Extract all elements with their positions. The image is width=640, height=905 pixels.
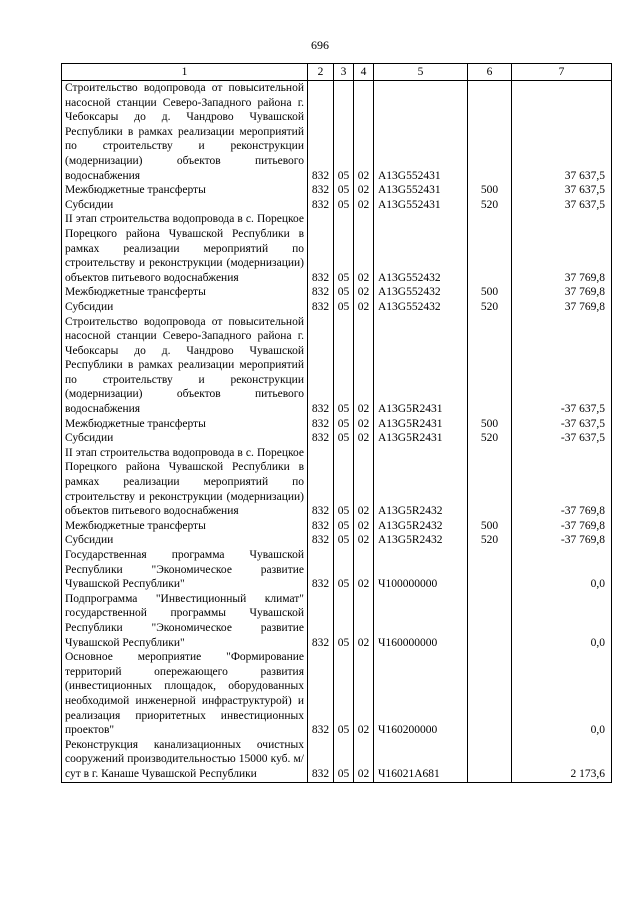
row-subsection: 02 xyxy=(354,650,374,738)
row-expense-type: 520 xyxy=(468,198,512,213)
table-row xyxy=(62,417,612,432)
row-expense-type xyxy=(468,446,512,519)
row-grbs: 832 xyxy=(308,446,334,519)
row-expense-type xyxy=(468,738,512,782)
row-section: 05 xyxy=(334,738,354,782)
row-section: 05 xyxy=(334,533,354,548)
table-row xyxy=(62,315,612,417)
row-subsection: 02 xyxy=(354,183,374,198)
row-target-article: Ч16021A681 xyxy=(374,738,468,782)
row-target-article: A13G5R2432 xyxy=(374,533,468,548)
table-row xyxy=(62,738,612,782)
row-expense-type xyxy=(468,81,512,184)
row-target-article: Ч160200000 xyxy=(374,650,468,738)
row-grbs: 832 xyxy=(308,183,334,198)
row-grbs: 832 xyxy=(308,519,334,534)
row-target-article: A13G5R2431 xyxy=(374,315,468,417)
table-row xyxy=(62,650,612,738)
page-number: 696 xyxy=(311,38,329,52)
row-section: 05 xyxy=(334,285,354,300)
row-expense-type: 500 xyxy=(468,519,512,534)
row-grbs: 832 xyxy=(308,592,334,650)
table-row xyxy=(62,198,612,213)
row-target-article: A13G5R2431 xyxy=(374,417,468,432)
row-expense-type xyxy=(468,315,512,417)
table-row xyxy=(62,300,612,315)
row-section: 05 xyxy=(334,417,354,432)
row-section: 05 xyxy=(334,212,354,285)
row-target-article: A13G5R2431 xyxy=(374,431,468,446)
row-amount: -37 637,5 xyxy=(512,431,612,446)
row-name: Государственная программа Чувашской Республики "Экономическое развитие Чувашской Республики" xyxy=(62,548,308,592)
row-subsection: 02 xyxy=(354,738,374,782)
row-amount: 37 769,8 xyxy=(512,285,612,300)
table-row xyxy=(62,533,612,548)
row-target-article: A13G552432 xyxy=(374,212,468,285)
row-expense-type: 520 xyxy=(468,533,512,548)
row-name: Строительство водопровода от повысительной насосной станции Северо-Западного района г. Чебоксары до д. Чандрово Чувашской Республики в рамках реализации мероприятий по строительству и реконструкции (модернизации) объектов питьевого водоснабжения xyxy=(62,315,308,417)
table-row xyxy=(62,285,612,300)
table-row xyxy=(62,592,612,650)
row-amount: 37 637,5 xyxy=(512,183,612,198)
row-expense-type: 500 xyxy=(468,417,512,432)
row-subsection: 02 xyxy=(354,198,374,213)
table-row xyxy=(62,446,612,519)
row-amount: 0,0 xyxy=(512,650,612,738)
row-expense-type: 500 xyxy=(468,285,512,300)
table-row xyxy=(62,519,612,534)
row-subsection: 02 xyxy=(354,212,374,285)
row-name: Строительство водопровода от повысительной насосной станции Северо-Западного района г. Чебоксары до д. Чандрово Чувашской Республики в рамках реализации мероприятий по строительству и реконструкции (модернизации) объектов питьевого водоснабжения xyxy=(62,81,308,184)
row-subsection: 02 xyxy=(354,592,374,650)
row-target-article: A13G552431 xyxy=(374,183,468,198)
row-amount: -37 769,8 xyxy=(512,533,612,548)
row-target-article: A13G552432 xyxy=(374,300,468,315)
row-expense-type: 520 xyxy=(468,431,512,446)
row-amount: -37 769,8 xyxy=(512,446,612,519)
row-target-article: A13G5R2432 xyxy=(374,446,468,519)
row-name: Основное мероприятие "Формирование территорий опережающего развития (инвестиционных площадок, оборудованных необходимой инженерной инфраструктурой) и реализация приоритетных инвестиционных проектов" xyxy=(62,650,308,738)
row-name: Межбюджетные трансферты xyxy=(62,519,308,534)
row-name: Межбюджетные трансферты xyxy=(62,285,308,300)
row-section: 05 xyxy=(334,315,354,417)
row-grbs: 832 xyxy=(308,431,334,446)
row-section: 05 xyxy=(334,548,354,592)
table-row xyxy=(62,183,612,198)
column-header-subsection: 4 xyxy=(354,64,374,81)
row-grbs: 832 xyxy=(308,650,334,738)
row-subsection: 02 xyxy=(354,533,374,548)
row-name: Субсидии xyxy=(62,300,308,315)
table-row xyxy=(62,548,612,592)
table-row xyxy=(62,81,612,184)
column-header-section: 3 xyxy=(334,64,354,81)
row-section: 05 xyxy=(334,446,354,519)
row-amount: 0,0 xyxy=(512,548,612,592)
row-amount: 2 173,6 xyxy=(512,738,612,782)
row-subsection: 02 xyxy=(354,431,374,446)
row-subsection: 02 xyxy=(354,446,374,519)
row-section: 05 xyxy=(334,183,354,198)
row-section: 05 xyxy=(334,198,354,213)
row-amount: 37 769,8 xyxy=(512,212,612,285)
row-expense-type: 520 xyxy=(468,300,512,315)
budget-table xyxy=(61,63,612,783)
row-subsection: 02 xyxy=(354,285,374,300)
row-subsection: 02 xyxy=(354,300,374,315)
column-header-grbs: 2 xyxy=(308,64,334,81)
row-grbs: 832 xyxy=(308,738,334,782)
row-subsection: 02 xyxy=(354,81,374,184)
row-target-article: A13G552431 xyxy=(374,198,468,213)
row-subsection: 02 xyxy=(354,315,374,417)
row-amount: 0,0 xyxy=(512,592,612,650)
row-name: Реконструкция канализационных очистных сооружений производительностью 15000 куб. м/сут в г. Канаше Чувашской Республики xyxy=(62,738,308,782)
row-amount: 37 637,5 xyxy=(512,81,612,184)
row-name: Субсидии xyxy=(62,198,308,213)
row-grbs: 832 xyxy=(308,533,334,548)
row-target-article: A13G5R2432 xyxy=(374,519,468,534)
row-name: Межбюджетные трансферты xyxy=(62,417,308,432)
row-target-article: Ч160000000 xyxy=(374,592,468,650)
row-grbs: 832 xyxy=(308,417,334,432)
row-expense-type xyxy=(468,548,512,592)
row-amount: 37 637,5 xyxy=(512,198,612,213)
row-target-article: Ч100000000 xyxy=(374,548,468,592)
row-grbs: 832 xyxy=(308,212,334,285)
row-expense-type xyxy=(468,592,512,650)
row-section: 05 xyxy=(334,650,354,738)
column-header-expense-type: 6 xyxy=(468,64,512,81)
row-expense-type xyxy=(468,212,512,285)
column-header-name: 1 xyxy=(62,64,308,81)
row-section: 05 xyxy=(334,431,354,446)
row-section: 05 xyxy=(334,81,354,184)
row-name: II этап строительства водопровода в с. Порецкое Порецкого района Чувашской Республики в рамках реализации мероприятий по строительству и реконструкции (модернизации) объектов питьевого водоснабжения xyxy=(62,446,308,519)
row-expense-type: 500 xyxy=(468,183,512,198)
row-amount: -37 637,5 xyxy=(512,315,612,417)
table-body xyxy=(62,81,612,783)
row-name: Субсидии xyxy=(62,431,308,446)
table-row xyxy=(62,212,612,285)
row-grbs: 832 xyxy=(308,81,334,184)
row-expense-type xyxy=(468,650,512,738)
row-target-article: A13G552432 xyxy=(374,285,468,300)
row-name: Субсидии xyxy=(62,533,308,548)
row-grbs: 832 xyxy=(308,300,334,315)
row-amount: -37 769,8 xyxy=(512,519,612,534)
row-section: 05 xyxy=(334,519,354,534)
row-section: 05 xyxy=(334,300,354,315)
column-header-target-article: 5 xyxy=(374,64,468,81)
row-name: Межбюджетные трансферты xyxy=(62,183,308,198)
row-name: II этап строительства водопровода в с. Порецкое Порецкого района Чувашской Республики в рамках реализации мероприятий по строительству и реконструкции (модернизации) объектов питьевого водоснабжения xyxy=(62,212,308,285)
row-target-article: A13G552431 xyxy=(374,81,468,184)
row-amount: -37 637,5 xyxy=(512,417,612,432)
row-grbs: 832 xyxy=(308,285,334,300)
row-subsection: 02 xyxy=(354,548,374,592)
table-row xyxy=(62,431,612,446)
row-subsection: 02 xyxy=(354,417,374,432)
row-amount: 37 769,8 xyxy=(512,300,612,315)
row-section: 05 xyxy=(334,592,354,650)
row-subsection: 02 xyxy=(354,519,374,534)
column-header-amount: 7 xyxy=(512,64,612,81)
row-name: Подпрограмма "Инвестиционный климат" государственной программы Чувашской Республики "Экономическое развитие Чувашской Республики" xyxy=(62,592,308,650)
table-header-row xyxy=(62,64,612,81)
row-grbs: 832 xyxy=(308,548,334,592)
row-grbs: 832 xyxy=(308,315,334,417)
row-grbs: 832 xyxy=(308,198,334,213)
